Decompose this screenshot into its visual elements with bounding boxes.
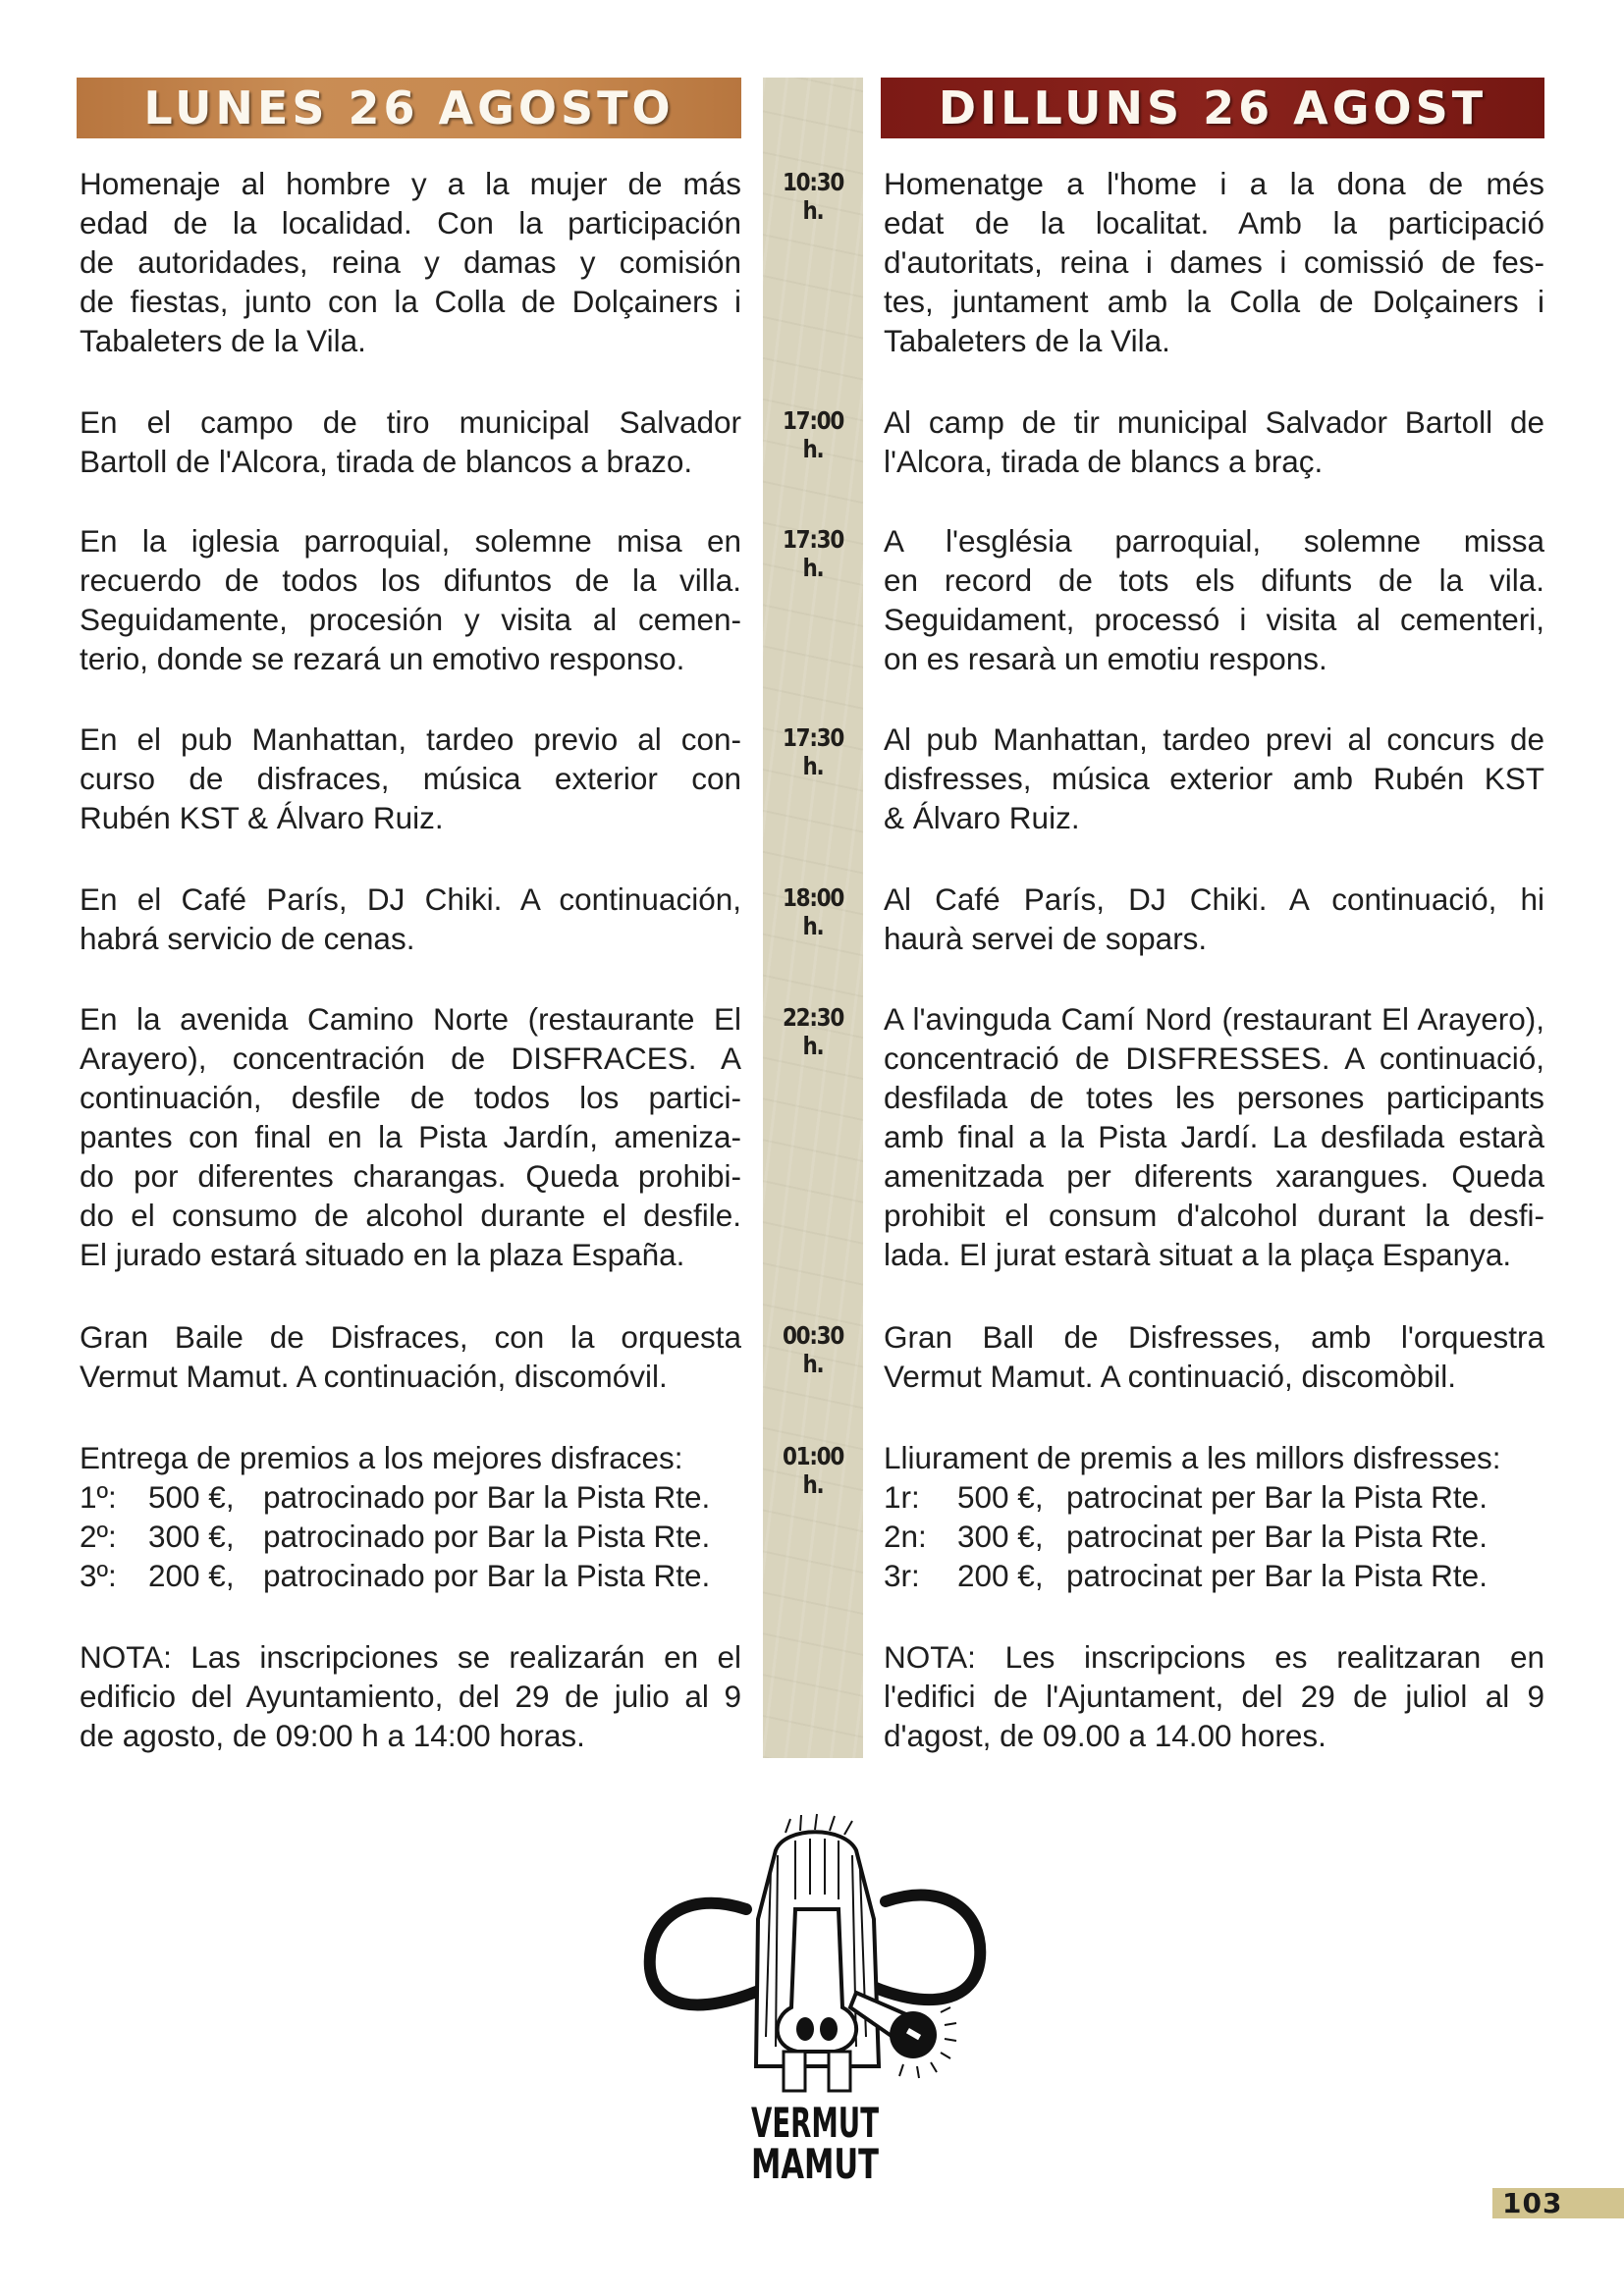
text-line: Al camp de tir municipal Salvador Bartoll de	[884, 404, 1544, 440]
text-line: de fiestas, junto con la Colla de Dolçainers i	[80, 284, 741, 319]
prize-sponsor: patrocinado por Bar la Pista Rte.	[263, 1519, 711, 1554]
event-description-valencian	[884, 521, 1544, 678]
text-line: Tabaleters de la Vila.	[80, 323, 366, 358]
event-time: 18:00 h.	[782, 883, 843, 940]
prize-amount: 300 €,	[148, 1519, 235, 1554]
text-line: d'autoritats, reina i dames i comissió de fes-	[884, 244, 1544, 280]
header-banner-spanish	[77, 78, 741, 138]
event-description-spanish	[80, 1317, 741, 1396]
text-line: Rubén KST & Álvaro Ruiz.	[80, 800, 444, 835]
logo-text-vermut: VERMUT	[751, 2099, 880, 2147]
event-time: 17:00 h.	[782, 406, 843, 463]
text-line: Al Café París, DJ Chiki. A continuació, hi	[884, 881, 1544, 917]
event-description-spanish	[80, 164, 741, 360]
text-line: En el pub Manhattan, tardeo previo al con-	[80, 721, 741, 757]
text-line: edad de la localidad. Con la participación	[80, 205, 741, 240]
text-line: concentració de DISFRESSES. A continuació,	[884, 1041, 1544, 1076]
header-title-spanish: LUNES 26 AGOSTO	[143, 81, 675, 134]
event-description-valencian	[884, 402, 1544, 481]
text-line: amenitzada per diferents xarangues. Queda	[884, 1158, 1544, 1194]
text-line: tes, juntament amb la Colla de Dolçainers i	[884, 284, 1544, 319]
prize-rank: 2º:	[80, 1519, 117, 1554]
text-line: Gran Ball de Disfresses, amb l'orquestra	[884, 1319, 1544, 1355]
prize-amount: 500 €,	[148, 1479, 235, 1515]
text-line: NOTA: Las inscripciones se realizarán en el	[80, 1639, 741, 1675]
text-line: do por diferentes charangas. Queda prohibi-	[80, 1158, 741, 1194]
header-title-valencian: DILLUNS 26 AGOST	[938, 81, 1488, 134]
text-line: En la iglesia parroquial, solemne misa en	[80, 523, 741, 559]
text-line: haurà servei de sopars.	[884, 921, 1208, 956]
prize-rank: 2n:	[884, 1519, 927, 1554]
event-description-valencian	[884, 720, 1544, 837]
text-line: A l'església parroquial, solemne missa	[884, 523, 1544, 559]
prize-sponsor: patrocinado por Bar la Pista Rte.	[263, 1479, 711, 1515]
event-description-spanish	[80, 402, 741, 481]
mammoth-icon	[650, 1814, 981, 2091]
event-time: 17:30 h.	[782, 723, 843, 780]
event-time: 17:30 h.	[782, 525, 843, 582]
text-line: on es resarà un emotiu respons.	[884, 641, 1327, 676]
event-description-valencian	[884, 999, 1544, 1274]
registration-note-valencian	[884, 1637, 1544, 1755]
prize-sponsor: patrocinat per Bar la Pista Rte.	[1066, 1519, 1488, 1554]
event-description-spanish	[80, 999, 741, 1274]
event-description-spanish	[80, 521, 741, 678]
logo-text-mamut: MAMUT	[751, 2140, 880, 2184]
text-line: & Álvaro Ruiz.	[884, 800, 1080, 835]
text-line: habrá servicio de cenas.	[80, 921, 415, 956]
prize-amount: 200 €,	[957, 1558, 1044, 1593]
text-line: En el Café París, DJ Chiki. A continuación,	[80, 881, 741, 917]
prize-sponsor: patrocinat per Bar la Pista Rte.	[1066, 1479, 1488, 1515]
text-line: l'edifici de l'Ajuntament, del 29 de juliol al 9	[884, 1679, 1544, 1714]
text-line: Seguidament, processó i visita al cementeri,	[884, 602, 1544, 637]
event-time: 01:00 h.	[782, 1442, 843, 1499]
prize-rank: 1r:	[884, 1479, 920, 1515]
event-description-spanish	[80, 720, 741, 837]
text-line: desfilada de totes les persones participants	[884, 1080, 1544, 1115]
text-line: Bartoll de l'Alcora, tirada de blancos a brazo.	[80, 444, 693, 479]
text-line: Vermut Mamut. A continuación, discomóvil.	[80, 1359, 668, 1394]
prize-amount: 500 €,	[957, 1479, 1044, 1515]
text-line: continuación, desfile de todos los partici-	[80, 1080, 741, 1115]
text-line: El jurado estará situado en la plaza España.	[80, 1237, 685, 1272]
event-description-spanish	[80, 880, 741, 958]
text-line: Gran Baile de Disfraces, con la orquesta	[80, 1319, 741, 1355]
text-line: de autoridades, reina y damas y comisión	[80, 244, 741, 280]
text-line: En el campo de tiro municipal Salvador	[80, 404, 741, 440]
prize-amount: 200 €,	[148, 1558, 235, 1593]
prize-amount: 300 €,	[957, 1519, 1044, 1554]
text-line: A l'avinguda Camí Nord (restaurant El Arayero),	[884, 1001, 1544, 1037]
text-line: l'Alcora, tirada de blancs a braç.	[884, 444, 1324, 479]
text-line: Seguidamente, procesión y visita al cemen-	[80, 602, 741, 637]
text-line: curso de disfraces, música exterior con	[80, 761, 741, 796]
text-line: pantes con final en la Pista Jardín, ameniza-	[80, 1119, 741, 1154]
text-line: terio, donde se rezará un emotivo responso.	[80, 641, 685, 676]
event-description-valencian	[884, 880, 1544, 958]
text-line: do el consumo de alcohol durante el desfile.	[80, 1198, 741, 1233]
registration-note-spanish	[80, 1637, 741, 1755]
text-line: lada. El jurat estarà situat a la plaça Espanya.	[884, 1237, 1512, 1272]
event-time: 00:30 h.	[782, 1321, 843, 1378]
prize-row	[884, 1556, 1544, 1595]
event-time: 22:30 h.	[782, 1003, 843, 1060]
text-line: Lliurament de premis a les millors disfresses:	[884, 1440, 1501, 1475]
text-line: de agosto, de 09:00 h a 14:00 horas.	[80, 1718, 585, 1753]
prize-row	[884, 1517, 1544, 1556]
text-line: prohibit el consum d'alcohol durant la desfi-	[884, 1198, 1544, 1233]
event-time: 10:30 h.	[782, 168, 843, 225]
prize-row	[80, 1556, 741, 1595]
prize-rank: 3º:	[80, 1558, 117, 1593]
prize-rank: 1º:	[80, 1479, 117, 1515]
text-line: edat de la localitat. Amb la participació	[884, 205, 1544, 240]
text-line: disfresses, música exterior amb Rubén KST	[884, 761, 1544, 796]
prize-rank: 3r:	[884, 1558, 920, 1593]
prize-row	[80, 1517, 741, 1556]
prize-sponsor: patrocinado por Bar la Pista Rte.	[263, 1558, 711, 1593]
event-description-spanish	[80, 1438, 741, 1595]
event-description-valencian	[884, 1438, 1544, 1595]
text-line: d'agost, de 09.00 a 14.00 hores.	[884, 1718, 1326, 1753]
text-line: recuerdo de todos los difuntos de la villa.	[80, 562, 741, 598]
text-line: En la avenida Camino Norte (restaurante El	[80, 1001, 741, 1037]
text-line: Homenatge a l'home i a la dona de més	[884, 166, 1544, 201]
prize-row	[80, 1477, 741, 1517]
text-line: en record de tots els difunts de la vila.	[884, 562, 1544, 598]
text-line: Al pub Manhattan, tardeo previ al concurs de	[884, 721, 1544, 757]
text-line: NOTA: Les inscripcions es realitzaran en	[884, 1639, 1544, 1675]
text-line: Tabaleters de la Vila.	[884, 323, 1170, 358]
text-line: edificio del Ayuntamiento, del 29 de julio al 9	[80, 1679, 741, 1714]
event-description-valencian	[884, 164, 1544, 360]
text-line: Arayero), concentración de DISFRACES. A	[80, 1041, 741, 1076]
text-line: amb final a la Pista Jardí. La desfilada estarà	[884, 1119, 1544, 1154]
text-line: Vermut Mamut. A continuació, discomòbil.	[884, 1359, 1457, 1394]
event-description-valencian	[884, 1317, 1544, 1396]
header-banner-valencian	[881, 78, 1544, 138]
text-line: Entrega de premios a los mejores disfraces:	[80, 1440, 683, 1475]
prize-sponsor: patrocinat per Bar la Pista Rte.	[1066, 1558, 1488, 1593]
page-number: 103	[1492, 2188, 1624, 2218]
prize-row	[884, 1477, 1544, 1517]
text-line: Homenaje al hombre y a la mujer de más	[80, 166, 741, 201]
vermut-mamut-logo	[628, 1811, 1001, 2184]
